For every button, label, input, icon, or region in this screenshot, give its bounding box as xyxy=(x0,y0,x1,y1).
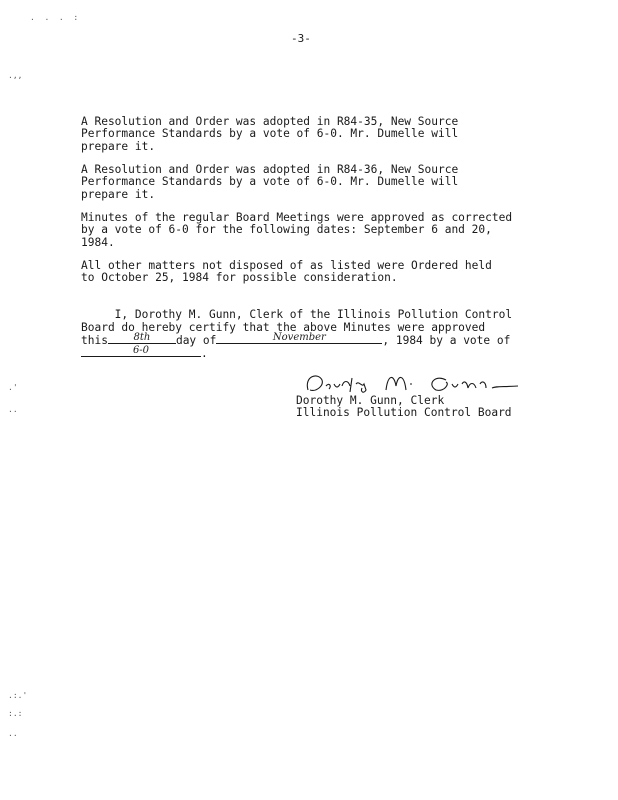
certification-block xyxy=(81,309,551,359)
text-line: Performance Standards by a vote of 6-0. Mr. Dumelle will xyxy=(81,127,459,141)
paragraph-minutes-approval xyxy=(81,212,551,249)
signer-name: Dorothy M. Gunn, Clerk xyxy=(296,394,445,407)
certification-line xyxy=(81,344,551,360)
scan-speck: .:.' xyxy=(8,691,28,700)
text-line: A Resolution and Order was adopted in R84-35, New Source xyxy=(81,115,459,128)
certification-line: I, Dorothy M. Gunn, Clerk of the Illinois Pollution Control xyxy=(81,308,513,321)
text-line: Performance Standards by a vote of 6-0. Mr. Dumelle will xyxy=(81,175,459,189)
paragraph-r84-35 xyxy=(81,116,551,153)
paragraph-r84-36 xyxy=(81,164,551,201)
scan-speck: . . . : xyxy=(30,13,79,22)
text-day-of: day of xyxy=(175,334,217,348)
certification-line: Board do hereby certify that the above Minutes were approved xyxy=(81,320,486,334)
handwritten-vote: 6-0 xyxy=(132,344,150,356)
handwritten-signature xyxy=(296,368,526,396)
scan-speck: :.: xyxy=(8,709,23,718)
text-line: Minutes of the regular Board Meetings were approved as corrected xyxy=(81,211,513,224)
page-number: -3- xyxy=(291,32,311,45)
month-blank xyxy=(216,334,382,344)
handwritten-day: 8th xyxy=(133,332,151,344)
day-blank xyxy=(108,334,176,344)
text-this: this xyxy=(81,334,108,348)
vote-blank xyxy=(81,344,201,357)
text-line: prepare it. xyxy=(81,187,156,201)
handwritten-month: November xyxy=(272,332,326,344)
text-period: . xyxy=(201,346,208,360)
text-year-vote: , 1984 by a vote of xyxy=(382,334,511,348)
text-line: by a vote of 6-0 for the following dates: September 6 and 20, xyxy=(81,223,492,237)
signer-title: Illinois Pollution Control Board xyxy=(296,406,512,419)
paragraph-other-matters xyxy=(81,260,551,285)
scan-speck: .. xyxy=(8,405,18,414)
text-line: to October 25, 1984 for possible consideration. xyxy=(81,271,398,285)
text-line: All other matters not disposed of as listed were Ordered held xyxy=(81,259,492,272)
scan-speck: .. xyxy=(8,729,18,738)
scan-speck: .' xyxy=(8,383,18,392)
text-line: prepare it. xyxy=(81,139,156,153)
text-line: A Resolution and Order was adopted in R84-36, New Source xyxy=(81,163,459,176)
text-line: 1984. xyxy=(81,235,115,249)
scan-speck: .,, xyxy=(8,71,23,80)
